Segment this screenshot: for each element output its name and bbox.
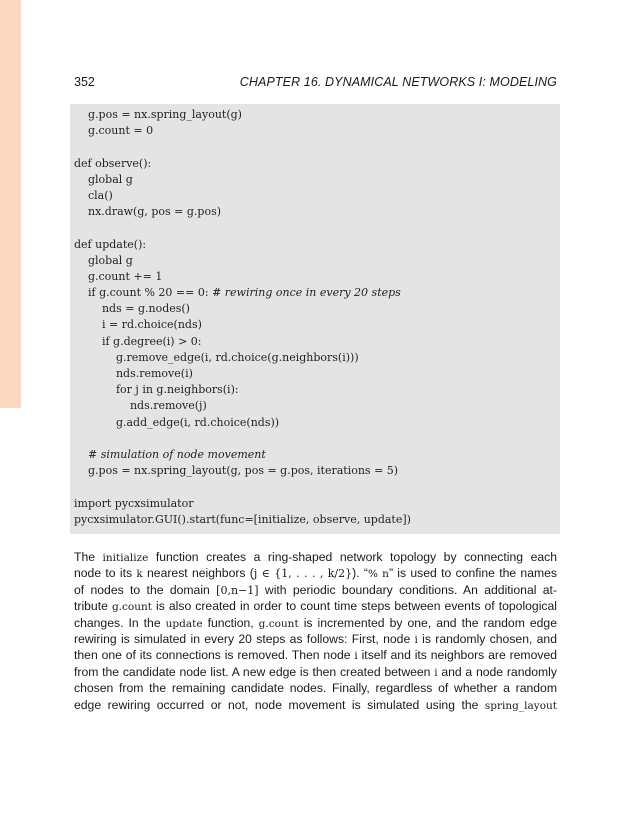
code-line [70,139,560,155]
code-listing [70,104,560,534]
text: chosen from the remaining candidate nodes. Finally, regardless of whether a random [74,681,557,696]
text: rewiring is simulated in every 20 steps as follows: First, node [74,631,415,646]
code-line [70,317,560,333]
inline-code: % n [367,568,389,581]
code-line [70,237,560,253]
inline-code: initialize [102,552,149,564]
body-paragraph [74,549,557,713]
code-text: def update(): [74,237,147,251]
code-text: g.count += 1 [74,269,163,283]
text: function creates a ring-shaped network topology by connecting each [148,550,557,564]
code-text: nds.remove(i) [74,367,193,380]
code-line [70,350,560,366]
code-line [70,172,560,188]
code-text: g.pos = nx.spring_layout(g, pos = g.pos, iterations = 5) [74,464,399,478]
code-line [70,301,560,317]
prose-line [74,615,557,631]
code-text: def observe(): [74,156,152,170]
code-text: pycxsimulator.GUI().start(func=[initialize, observe, update]) [74,512,411,526]
code-text [74,448,88,461]
code-text: if g.count % 20 == 0: [74,286,213,300]
page-number: 352 [74,75,95,89]
prose-line [74,598,557,614]
text: tribute [74,599,112,614]
code-line [70,123,560,139]
text: ” is used to confine the names [388,566,557,581]
text: is also created in order to count time steps between events of topological [151,599,557,614]
text: of nodes to the domain [74,582,217,597]
code-line [70,415,560,431]
code-text: for j in g.neighbors(i): [74,383,239,397]
text: then one of its connections is removed. Then node [74,648,355,663]
code-text: global g [74,253,133,267]
code-text: g.count = 0 [74,124,154,138]
text: ). “ [352,566,368,581]
prose-line [74,697,557,713]
code-line [70,220,560,236]
code-line [70,382,560,398]
code-line [70,269,560,285]
code-text: nx.draw(g, pos = g.pos) [74,205,222,219]
code-text: g.pos = nx.spring_layout(g) [74,108,242,121]
inline-code: g.count [258,617,299,630]
code-text: cla() [74,188,113,202]
code-text: global g [74,172,133,186]
code-text: g.remove_edge(i, rd.choice(g.neighbors(i))) [74,350,359,364]
prose-line [74,631,557,647]
code-line [70,334,560,350]
prose-line [74,680,557,696]
code-text: i = rd.choice(nds) [74,318,202,332]
code-line [70,366,560,382]
code-comment: # rewiring once in every 20 steps [212,286,401,300]
text: itself and its neighbors are removed [357,648,557,663]
text: is incremented by one, and the random edge [298,615,557,630]
inline-code: i [354,650,358,663]
prose-line [74,549,557,565]
code-text: nds = g.nodes() [74,302,190,316]
text: and a node randomly [437,664,557,679]
side-tab-decoration [0,0,21,408]
text: node to its [74,566,137,581]
chapter-title: CHAPTER 16. DYNAMICAL NETWORKS I: MODELING [239,75,557,89]
code-comment: # simulation of node movement [88,447,266,461]
code-line [70,188,560,204]
inline-code: i [434,666,438,679]
code-line [70,431,560,447]
inline-code: update [165,617,203,630]
page-header [74,74,557,90]
code-line [70,463,560,479]
text: edge rewiring occurred or not, node movement is simulated using the [74,697,485,712]
text: with periodic boundary conditions. An additional at- [258,582,557,597]
code-text: nds.remove(j) [74,399,207,413]
code-line [70,253,560,269]
text: nearest neighbors ( [142,566,254,581]
prose-line [74,582,557,598]
inline-code: i [414,633,418,646]
code-line [70,107,560,123]
code-text: if g.degree(i) > 0: [74,334,202,348]
text: is randomly chosen, and [417,631,557,646]
code-text: g.add_edge(i, rd.choice(nds)) [74,415,280,429]
inline-code: k [136,568,143,581]
code-line [70,398,560,414]
code-line [70,496,560,512]
code-line [70,512,560,528]
text: function, [202,615,259,630]
text: The [74,550,103,564]
inline-math: [0,n−1] [216,583,259,597]
code-text: import pycxsimulator [74,496,194,510]
inline-code: g.count [111,601,152,614]
prose-line [74,664,557,680]
inline-code: spring_layout [484,699,557,712]
code-line [70,156,560,172]
inline-math: j ∈ {1, . . . , k/2} [253,567,353,581]
code-line [70,479,560,495]
code-line [70,285,560,301]
code-line [70,447,560,463]
text: changes. In the [74,615,166,630]
prose-line [74,647,557,663]
text: from the candidate node list. A new edge is then created between [74,664,435,679]
code-line [70,204,560,220]
prose-line [74,565,557,581]
